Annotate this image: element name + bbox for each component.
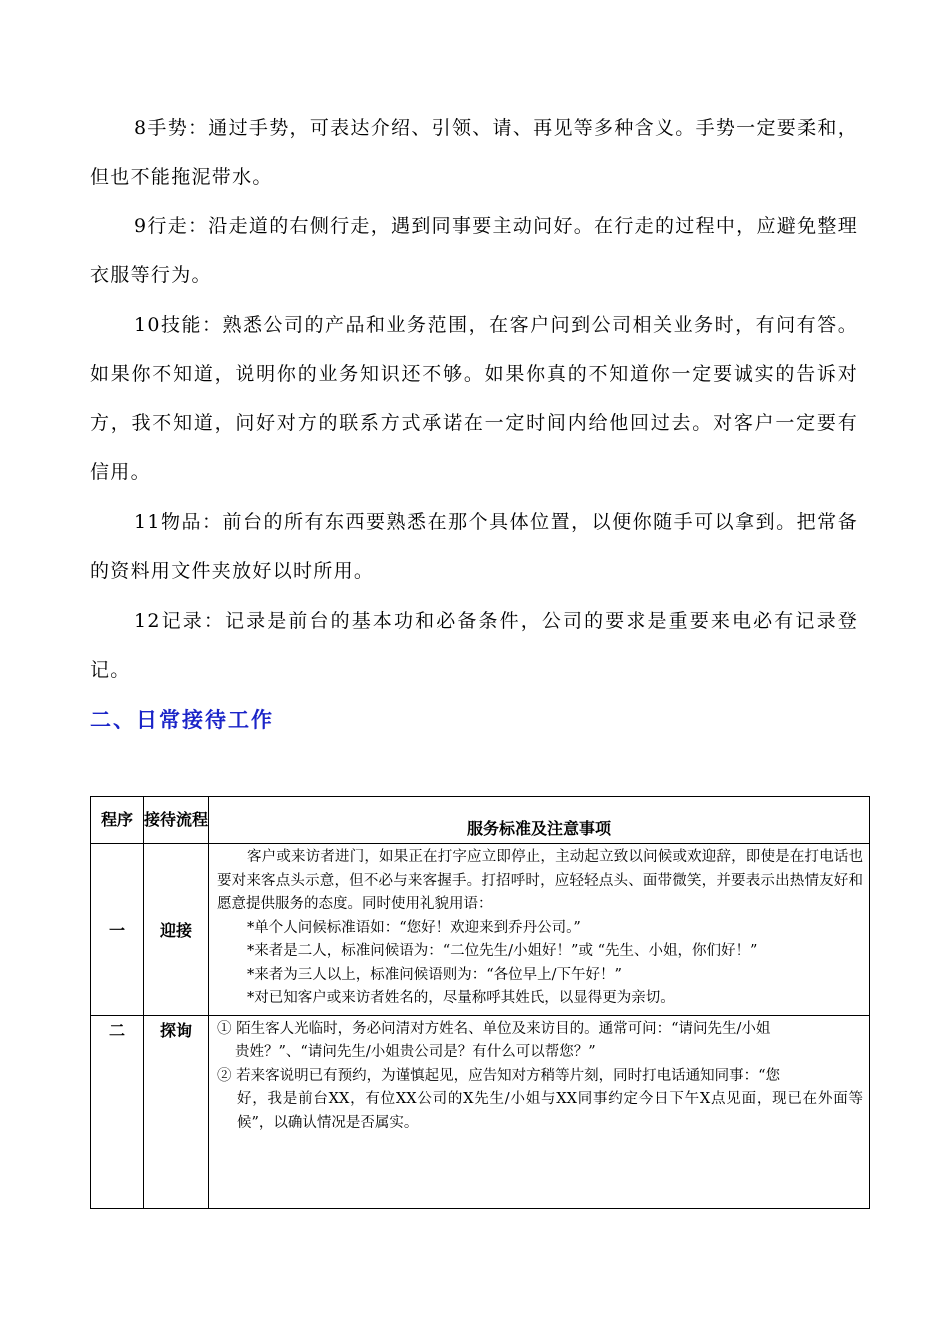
table-row [91, 1015, 870, 1208]
table-row [91, 844, 870, 1016]
header-procedure: 程序 [91, 797, 144, 844]
greeting-group: *来者为三人以上，标准问候语则为：“各位早上/下午好！” [247, 966, 622, 983]
header-service-standard: 服务标准及注意事项 [209, 797, 870, 844]
paragraph-gesture [90, 104, 858, 202]
greeting-known: *对已知客户或来访者姓名的，尽量称呼其姓氏，以显得更为亲切。 [247, 990, 675, 1006]
greeting-two: *来者是二人，标准问候语为：“二位先生/小姐好！”或 “先生、小姐，你们好！” [247, 943, 758, 959]
inquiry-item-1-cont: 贵姓？”、“请问先生/小姐贵公司是？有什么可以帮您？” [235, 1044, 596, 1060]
greeting-single: *单个人问候标准语如：“您好！欢迎来到乔丹公司。” [247, 919, 581, 936]
header-reception-flow: 接待流程 [144, 797, 209, 844]
table-header-row [91, 797, 870, 844]
greeting-intro: 客户或来访者进门，如果正在打字应立即停止，主动起立致以问候或欢迎辞，即使是在打电话也要对来客点头示意，但不必与来客握手。打招呼时，应轻轻点头、面带微笑，并要表示出热情友好和愿意提供服务的态度。同时使用礼貌用语： [217, 849, 863, 912]
paragraph-items-text: 11物品：前台的所有东西要熟悉在那个具体位置，以便你随手可以拿到。把常备的资料用文件夹放好以时所用。 [90, 511, 858, 582]
row-details [209, 844, 870, 1016]
row-number: 二 [91, 1015, 144, 1208]
paragraph-items [90, 498, 858, 596]
paragraph-walking-text: 9行走：沿走道的右侧行走，遇到同事要主动问好。在行走的过程中，应避免整理衣服等行为。 [90, 215, 858, 286]
paragraph-records-text: 12记录：记录是前台的基本功和必备条件，公司的要求是重要来电必有记录登记。 [90, 610, 858, 681]
row-details [209, 1015, 870, 1208]
section-heading: 二、日常接待工作 [90, 708, 274, 732]
reception-process-table [90, 796, 870, 1209]
paragraph-records [90, 597, 858, 695]
inquiry-item-2: ② 若来客说明已有预约，为谨慎起见，应告知对方稍等片刻，同时打电话通知同事：“您 [217, 1067, 781, 1084]
paragraph-skills-text: 10技能：熟悉公司的产品和业务范围，在客户问到公司相关业务时，有问有答。如果你不知道，说明你的业务知识还不够。如果你真的不知道你一定要诚实的告诉对方，我不知道，问好对方的联系方式承诺在一定时间内给他回过去。对客户一定要有信用。 [90, 314, 858, 483]
inquiry-item-2-cont: 好，我是前台XX，有位XX公司的X先生/小姐与XX同事约定今日下午X点见面，现已在外面等候”，以确认情况是否属实。 [237, 1091, 863, 1131]
paragraph-walking [90, 202, 858, 300]
row-process: 探询 [144, 1015, 209, 1208]
row-number: 一 [91, 844, 144, 1016]
paragraph-gesture-text: 8手势：通过手势，可表达介绍、引领、请、再见等多种含义。手势一定要柔和，但也不能拖泥带水。 [90, 117, 858, 188]
inquiry-item-1: ① 陌生客人光临时，务必问清对方姓名、单位及来访目的。通常可问：“请问先生/小姐 [217, 1020, 771, 1037]
row-process: 迎接 [144, 844, 209, 1016]
paragraph-skills [90, 301, 858, 497]
